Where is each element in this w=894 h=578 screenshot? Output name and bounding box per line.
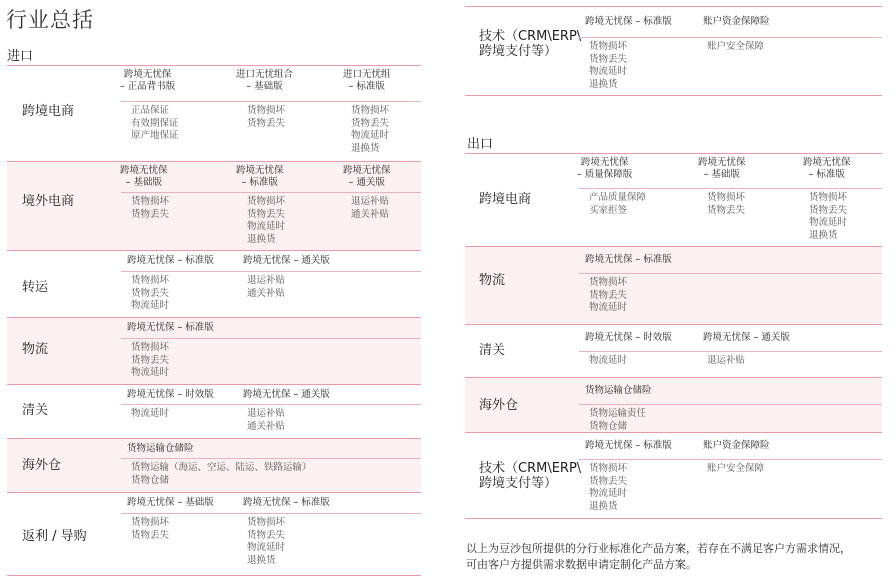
category-label: 物流	[479, 273, 506, 288]
import-section-label: 进口	[7, 49, 34, 64]
industry-block	[7, 384, 421, 438]
coverage-list: 退运补贴 通关补贴	[247, 408, 286, 432]
category-label: 清关	[479, 343, 506, 358]
industry-block	[465, 246, 882, 324]
plan-header: 跨境无忧保 – 标准版	[127, 255, 214, 266]
coverage-list: 账户安全保障	[707, 463, 765, 474]
plan-header: 货物运输仓储险	[585, 385, 652, 396]
coverage-list: 产品质量保障 买家拒签	[589, 192, 647, 216]
coverage-list: 退运补贴	[707, 355, 746, 366]
coverage-list: 货物损坏 货物丢失 物流延时 退换货	[351, 105, 390, 154]
header-divider	[579, 459, 882, 460]
plan-header: 跨境无忧保 – 基础版	[120, 165, 168, 188]
import-tech-table	[465, 6, 882, 96]
plan-header: 跨境无忧保 – 标准版	[585, 254, 672, 265]
industry-block	[465, 432, 882, 519]
plan-header: 进口无忧组合 – 基础版	[236, 69, 294, 92]
coverage-list: 物流延时	[131, 408, 170, 419]
coverage-list: 货物损坏 货物丢失 物流延时	[131, 275, 170, 312]
industry-block	[465, 377, 882, 432]
category-label: 跨境电商	[22, 104, 75, 119]
category-label: 跨境电商	[479, 192, 532, 207]
plan-header: 跨境无忧保 – 时效版	[585, 332, 672, 343]
header-divider	[579, 273, 882, 274]
footnote: 以上为豆沙包所提供的分行业标准化产品方案，若存在不满足客户方需求情况， 可由客户方提供需求数据申请定制化产品方案。	[466, 542, 851, 571]
industry-block	[465, 153, 882, 246]
plan-header: 跨境无忧保 – 标准版	[236, 165, 284, 188]
coverage-list: 货物损坏 货物丢失 物流延时 退换货	[809, 192, 848, 241]
import-industry-table	[7, 65, 421, 576]
plan-header: 跨境无忧保 – 正品背书版	[120, 69, 176, 92]
coverage-list: 货物损坏 货物丢失 物流延时 退换货	[247, 196, 286, 245]
header-divider	[121, 338, 421, 339]
category-label: 转运	[22, 280, 49, 295]
industry-block	[7, 161, 421, 250]
category-label: 境外电商	[22, 194, 75, 209]
coverage-list: 退运补贴 通关补贴	[351, 196, 390, 220]
plan-header: 账户资金保障险	[703, 16, 770, 27]
header-divider	[121, 458, 421, 459]
category-label: 海外仓	[479, 398, 519, 413]
coverage-list: 货物损坏 货物丢失 物流延时 退换货	[589, 41, 628, 90]
category-label: 技术（CRM\ERP\ 跨境支付等）	[479, 461, 582, 491]
coverage-list: 货物损坏 货物丢失 物流延时 退换货	[589, 463, 628, 512]
coverage-list: 货物损坏 货物丢失 物流延时	[131, 342, 170, 379]
export-section-label: 出口	[467, 137, 494, 152]
coverage-list: 物流延时	[589, 355, 628, 366]
plan-header: 跨境无忧保 – 基础版	[698, 157, 746, 180]
category-label: 返利 / 导购	[22, 529, 87, 544]
export-industry-table	[465, 153, 882, 519]
plan-header: 跨境无忧保 – 标准版	[585, 16, 672, 27]
plan-header: 账户资金保障险	[703, 440, 770, 451]
plan-header: 跨境无忧保 – 标准版	[803, 157, 851, 180]
header-divider	[121, 513, 421, 514]
plan-header: 跨境无忧保 – 质量保障版	[577, 157, 633, 180]
coverage-list: 货物运输（海运、空运、陆运、铁路运输） 货物仓储	[131, 462, 312, 486]
plan-header: 跨境无忧保 – 时效版	[127, 389, 214, 400]
category-label: 物流	[22, 342, 49, 357]
coverage-list: 退运补贴 通关补贴	[247, 275, 286, 299]
category-label: 清关	[22, 403, 49, 418]
coverage-list: 货物运输责任 货物仓储	[589, 408, 647, 432]
industry-block	[7, 492, 421, 576]
plan-header: 跨境无忧保 – 通关版	[243, 389, 330, 400]
coverage-list: 账户安全保障	[707, 41, 765, 52]
plan-header: 跨境无忧保 – 通关版	[343, 165, 391, 188]
coverage-list: 货物损坏 货物丢失 物流延时 退换货	[247, 517, 286, 566]
coverage-list: 货物损坏 货物丢失	[131, 196, 170, 220]
plan-header: 跨境无忧保 – 基础版	[127, 497, 214, 508]
header-divider	[121, 404, 421, 405]
plan-header: 跨境无忧保 – 标准版	[127, 322, 214, 333]
coverage-list: 货物损坏 货物丢失	[247, 105, 286, 129]
industry-block	[7, 317, 421, 384]
header-divider	[579, 351, 882, 352]
plan-header: 跨境无忧保 – 通关版	[243, 255, 330, 266]
category-label: 海外仓	[22, 458, 62, 473]
coverage-list: 货物损坏 货物丢失 物流延时	[589, 277, 628, 314]
page-title: 行业总括	[6, 8, 94, 32]
plan-header: 跨境无忧保 – 标准版	[585, 440, 672, 451]
coverage-list: 货物损坏 货物丢失	[131, 517, 170, 541]
header-divider	[579, 404, 882, 405]
industry-block	[465, 6, 882, 96]
header-divider	[121, 271, 421, 272]
industry-block	[465, 324, 882, 377]
industry-block	[7, 65, 421, 161]
coverage-list: 货物损坏 货物丢失	[707, 192, 746, 216]
header-divider	[121, 192, 421, 193]
plan-header: 跨境无忧保 – 标准版	[243, 497, 330, 508]
category-label: 技术（CRM\ERP\ 跨境支付等）	[479, 29, 582, 59]
coverage-list: 正品保证 有效期保证 原产地保证	[131, 105, 179, 142]
header-divider	[579, 37, 882, 38]
plan-header: 货物运输仓储险	[127, 443, 194, 454]
header-divider	[579, 188, 882, 189]
industry-block	[7, 438, 421, 492]
plan-header: 跨境无忧保 – 通关版	[703, 332, 790, 343]
industry-block	[7, 250, 421, 317]
header-divider	[121, 101, 421, 102]
plan-header: 进口无忧组 – 标准版	[343, 69, 391, 92]
